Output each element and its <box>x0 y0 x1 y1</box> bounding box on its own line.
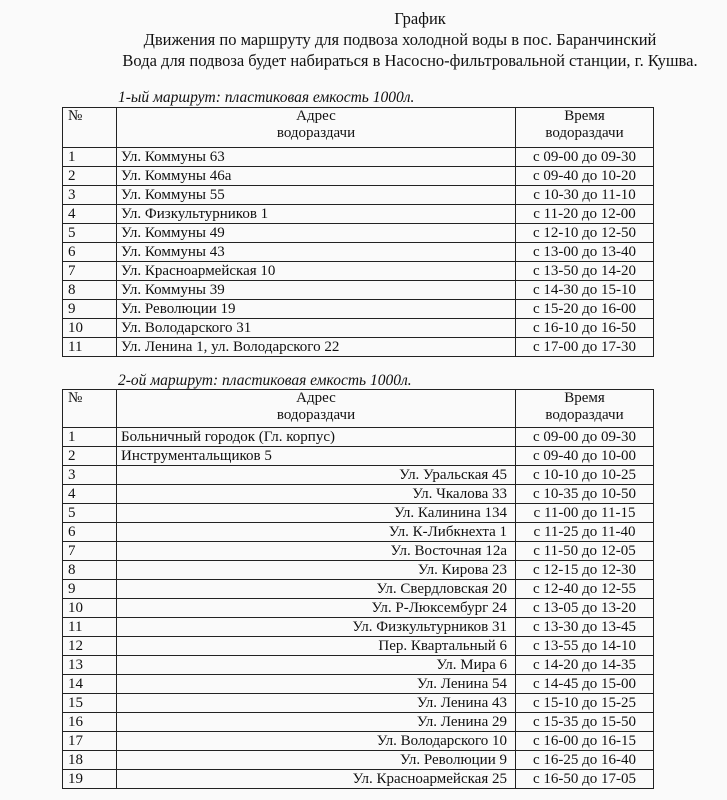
row-number: 12 <box>63 637 117 656</box>
row-time: с 12-10 до 12-50 <box>516 224 654 243</box>
row-address: Ул. Володарского 10 <box>117 732 516 751</box>
row-address: Ул. Революции 19 <box>117 300 516 319</box>
table-row <box>63 732 654 751</box>
row-time: с 14-30 до 15-10 <box>516 281 654 300</box>
column-header-address-line1: Адрес <box>296 390 336 406</box>
row-address: Ул. Красноармейская 25 <box>117 770 516 789</box>
table-row <box>63 338 654 357</box>
table-row <box>63 243 654 262</box>
route1-body <box>63 148 654 357</box>
table-row <box>63 186 654 205</box>
row-number: 2 <box>63 447 117 466</box>
row-number: 5 <box>63 224 117 243</box>
row-number: 8 <box>63 561 117 580</box>
row-number: 6 <box>63 243 117 262</box>
table-row <box>63 428 654 447</box>
row-time: с 15-35 до 15-50 <box>516 713 654 732</box>
row-number: 8 <box>63 281 117 300</box>
document-subtitle-2: Вода для подвоза будет набираться в Насосно-фильтровальной станции, г. Кушва. <box>122 51 698 70</box>
row-address: Больничный городок (Гл. корпус) <box>117 428 516 447</box>
row-address: Ул. Чкалова 33 <box>117 485 516 504</box>
row-address: Ул. Красноармейская 10 <box>117 262 516 281</box>
table-row <box>63 224 654 243</box>
table-row <box>63 262 654 281</box>
route1-table <box>62 107 654 357</box>
row-time: с 16-00 до 16-15 <box>516 732 654 751</box>
row-time: с 16-50 до 17-05 <box>516 770 654 789</box>
row-address: Ул. Мира 6 <box>117 656 516 675</box>
row-time: с 14-20 до 14-35 <box>516 656 654 675</box>
row-number: 4 <box>63 485 117 504</box>
table-row <box>63 713 654 732</box>
row-address: Ул. Калинина 134 <box>117 504 516 523</box>
row-number: 11 <box>63 618 117 637</box>
document-title: График <box>394 9 446 28</box>
route2-table <box>62 389 654 789</box>
column-header-time <box>516 108 654 148</box>
row-address: Ул. Ленина 54 <box>117 675 516 694</box>
table-row <box>63 599 654 618</box>
row-time: с 14-45 до 15-00 <box>516 675 654 694</box>
row-number: 11 <box>63 338 117 357</box>
table-row <box>63 770 654 789</box>
row-address: Ул. Ленина 1, ул. Володарского 22 <box>117 338 516 357</box>
table-row <box>63 656 654 675</box>
row-time: с 09-40 до 10-00 <box>516 447 654 466</box>
row-address: Ул. Коммуны 46а <box>117 167 516 186</box>
column-header-address-line1: Адрес <box>296 108 336 124</box>
row-number: 1 <box>63 148 117 167</box>
table-row <box>63 167 654 186</box>
row-time: с 13-50 до 14-20 <box>516 262 654 281</box>
row-number: 1 <box>63 428 117 447</box>
row-time: с 13-55 до 14-10 <box>516 637 654 656</box>
row-time: с 10-10 до 10-25 <box>516 466 654 485</box>
row-address: Ул. Коммуны 49 <box>117 224 516 243</box>
row-number: 4 <box>63 205 117 224</box>
table-row <box>63 618 654 637</box>
row-number: 7 <box>63 542 117 561</box>
row-time: с 12-15 до 12-30 <box>516 561 654 580</box>
column-header-number: № <box>63 108 117 148</box>
row-address: Ул. Коммуны 43 <box>117 243 516 262</box>
route2-header-row <box>63 390 654 428</box>
row-address: Ул. Коммуны 39 <box>117 281 516 300</box>
row-number: 17 <box>63 732 117 751</box>
row-number: 9 <box>63 300 117 319</box>
row-time: с 10-35 до 10-50 <box>516 485 654 504</box>
column-header-time-line2: водораздачи <box>545 125 624 141</box>
table-row <box>63 466 654 485</box>
row-time: с 15-20 до 16-00 <box>516 300 654 319</box>
table-row <box>63 751 654 770</box>
column-header-time-line1: Время <box>564 390 605 406</box>
row-time: с 13-30 до 13-45 <box>516 618 654 637</box>
row-address: Ул. Кирова 23 <box>117 561 516 580</box>
table-row <box>63 637 654 656</box>
row-time: с 11-20 до 12-00 <box>516 205 654 224</box>
row-time: с 11-25 до 11-40 <box>516 523 654 542</box>
row-number: 10 <box>63 599 117 618</box>
row-number: 15 <box>63 694 117 713</box>
route1-header-row <box>63 108 654 148</box>
route1-caption: 1-ый маршрут: пластиковая емкость 1000л. <box>118 89 415 106</box>
row-number: 2 <box>63 167 117 186</box>
row-address: Ул. Физкультурников 31 <box>117 618 516 637</box>
row-time: с 10-30 до 11-10 <box>516 186 654 205</box>
row-address: Ул. Р-Люксембург 24 <box>117 599 516 618</box>
table-row <box>63 447 654 466</box>
row-time: с 09-40 до 10-20 <box>516 167 654 186</box>
document-subtitle-1: Движения по маршруту для подвоза холодной воды в пос. Баранчинский <box>143 30 657 49</box>
row-time: с 15-10 до 15-25 <box>516 694 654 713</box>
row-address: Ул. Ленина 29 <box>117 713 516 732</box>
route2-body <box>63 428 654 789</box>
row-number: 14 <box>63 675 117 694</box>
column-header-time-line2: водораздачи <box>545 407 624 423</box>
row-address: Ул. Коммуны 63 <box>117 148 516 167</box>
row-address: Ул. Ленина 43 <box>117 694 516 713</box>
table-row <box>63 485 654 504</box>
column-header-address <box>117 108 516 148</box>
row-address: Ул. Володарского 31 <box>117 319 516 338</box>
row-address: Ул. Восточная 12а <box>117 542 516 561</box>
row-address: Ул. Коммуны 55 <box>117 186 516 205</box>
column-header-address-line2: водораздачи <box>276 407 356 423</box>
row-number: 19 <box>63 770 117 789</box>
column-header-time <box>516 390 654 428</box>
row-number: 9 <box>63 580 117 599</box>
table-row <box>63 580 654 599</box>
row-address: Ул. Свердловская 20 <box>117 580 516 599</box>
row-number: 18 <box>63 751 117 770</box>
column-header-address-line2: водораздачи <box>276 125 356 141</box>
table-row <box>63 319 654 338</box>
table-row <box>63 542 654 561</box>
row-number: 7 <box>63 262 117 281</box>
row-address: Ул. Физкультурников 1 <box>117 205 516 224</box>
row-time: с 11-50 до 12-05 <box>516 542 654 561</box>
column-header-time-line1: Время <box>564 108 605 124</box>
route2-caption: 2-ой маршрут: пластиковая емкость 1000л. <box>118 372 412 389</box>
table-row <box>63 675 654 694</box>
row-number: 16 <box>63 713 117 732</box>
table-row <box>63 205 654 224</box>
table-row <box>63 561 654 580</box>
row-time: с 11-00 до 11-15 <box>516 504 654 523</box>
row-time: с 09-00 до 09-30 <box>516 428 654 447</box>
table-row <box>63 281 654 300</box>
row-time: с 09-00 до 09-30 <box>516 148 654 167</box>
row-address: Пер. Квартальный 6 <box>117 637 516 656</box>
row-time: с 16-25 до 16-40 <box>516 751 654 770</box>
row-number: 13 <box>63 656 117 675</box>
row-address: Ул. Уральская 45 <box>117 466 516 485</box>
row-address: Ул. Революции 9 <box>117 751 516 770</box>
row-number: 10 <box>63 319 117 338</box>
row-time: с 17-00 до 17-30 <box>516 338 654 357</box>
row-number: 6 <box>63 523 117 542</box>
row-address: Инструментальщиков 5 <box>117 447 516 466</box>
row-time: с 13-00 до 13-40 <box>516 243 654 262</box>
table-row <box>63 148 654 167</box>
column-header-address <box>117 390 516 428</box>
row-number: 3 <box>63 466 117 485</box>
table-row <box>63 523 654 542</box>
table-row <box>63 300 654 319</box>
row-address: Ул. К-Либкнехта 1 <box>117 523 516 542</box>
table-row <box>63 694 654 713</box>
row-number: 5 <box>63 504 117 523</box>
row-time: с 16-10 до 16-50 <box>516 319 654 338</box>
column-header-number: № <box>63 390 117 428</box>
row-time: с 12-40 до 12-55 <box>516 580 654 599</box>
row-time: с 13-05 до 13-20 <box>516 599 654 618</box>
row-number: 3 <box>63 186 117 205</box>
table-row <box>63 504 654 523</box>
